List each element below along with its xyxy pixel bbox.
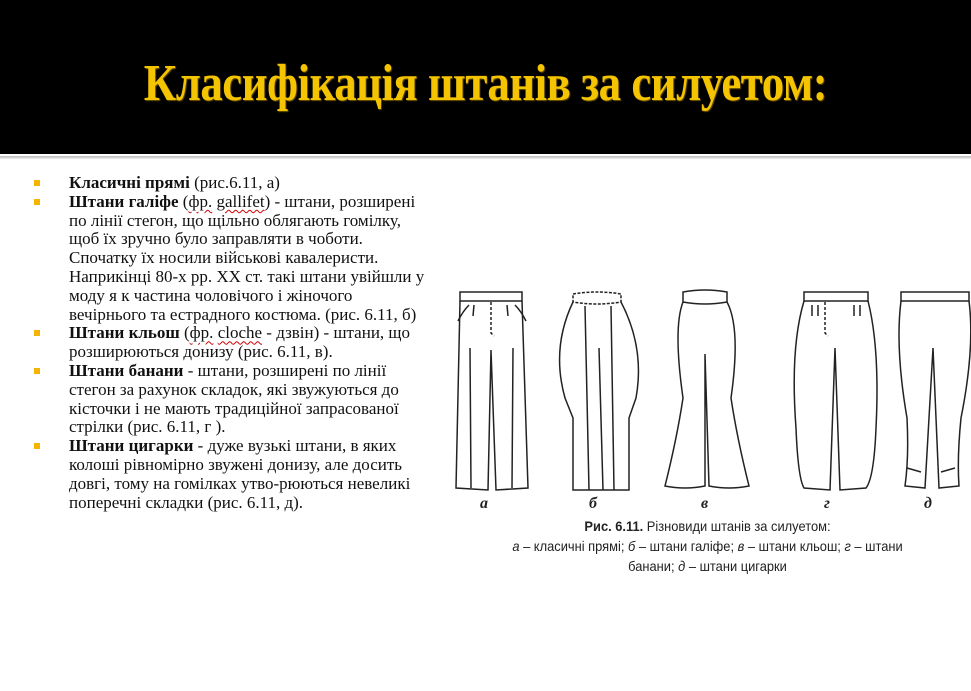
trousers-figure <box>444 288 971 588</box>
spellcheck-word: gallifet <box>216 191 265 211</box>
square-bullet-icon <box>34 368 40 374</box>
figure-label-g: г <box>824 495 830 512</box>
figure-label-b: б <box>589 495 597 512</box>
item-term: Штани галіфе <box>69 191 179 211</box>
square-bullet-icon <box>34 180 40 186</box>
caption-text: – штани <box>850 538 903 554</box>
caption-text: – штани цигарки <box>685 558 787 574</box>
figure-label-a: а <box>480 495 488 512</box>
caption-letter: б <box>628 538 636 554</box>
item-text: - дзвін) - штани, що розширюються донизу (рис. 6.11, в). <box>69 323 411 362</box>
trousers-banana-icon <box>794 292 877 490</box>
item-term: Штани цигарки <box>69 436 194 456</box>
list-item <box>30 324 430 362</box>
spellcheck-word: фр. <box>188 191 213 211</box>
caption-letter: а <box>512 538 520 554</box>
list-item <box>30 437 430 512</box>
trousers-flared-icon <box>665 290 749 488</box>
caption-text: – штани кльош; <box>744 538 845 554</box>
caption-text: банани; <box>628 558 679 574</box>
item-term: Штани банани <box>69 360 184 380</box>
title-bar <box>0 0 971 154</box>
trousers-classic-icon <box>456 292 528 490</box>
square-bullet-icon <box>34 330 40 336</box>
figure-caption <box>465 516 950 576</box>
trousers-cigarette-icon <box>899 292 971 488</box>
list-item <box>30 193 430 325</box>
spellcheck-word: cloche <box>217 323 263 343</box>
trousers-galife-icon <box>560 292 639 490</box>
header-divider <box>0 156 971 159</box>
caption-letter: в <box>737 538 745 554</box>
caption-label: Рис. 6.11. <box>584 518 644 534</box>
item-term: Класичні прямі <box>69 173 190 192</box>
figure-label-d: д <box>924 495 932 512</box>
item-text: ( <box>178 191 189 211</box>
caption-text: – класичні прямі; <box>519 538 629 554</box>
item-text: - дуже вузькі штани, в яких колоші рівномірно звужені донизу, але досить довгі, тому на гомілках утво-рюються невеликі поперечні складки (рис. 6.11, д). <box>69 436 411 512</box>
square-bullet-icon <box>34 443 40 449</box>
list-item <box>30 362 430 437</box>
square-bullet-icon <box>34 199 40 205</box>
item-text: ( <box>179 323 190 343</box>
caption-letter: д <box>678 558 686 574</box>
caption-text: – штани галіфе; <box>635 538 738 554</box>
spellcheck-word: фр. <box>189 323 214 343</box>
item-text: - штани, розширені по лінії стегон за рахунок складок, які звужуються до кісточки і не мають традиційної запрасованої стрілки (рис. 6.11, г ). <box>69 360 399 437</box>
slide-title: Класифікація штанів за силуетом: <box>143 55 828 112</box>
item-text: (рис.6.11, а) <box>189 173 280 192</box>
bullet-list <box>30 174 430 512</box>
trousers-silhouettes-illustration <box>444 288 971 498</box>
caption-letter: г <box>844 538 851 554</box>
item-term: Штани кльош <box>69 323 180 343</box>
item-text: ) - штани, розширені по лінії стегон, що щільно облягають гомілку, щоб їх зручно було заправляти в чоботи. Спочатку їх носили військові кавалеристи. Наприкінці 80-х рр. XX ст. такі штани увійшли у моду я к частина чоловічого і жіночого вечірнього та естрадного костюма. (рис. 6.11, б) <box>69 191 425 324</box>
list-item <box>30 174 430 193</box>
caption-title: Різновиди штанів за силуетом: <box>643 518 831 534</box>
figure-label-v: в <box>701 495 709 512</box>
